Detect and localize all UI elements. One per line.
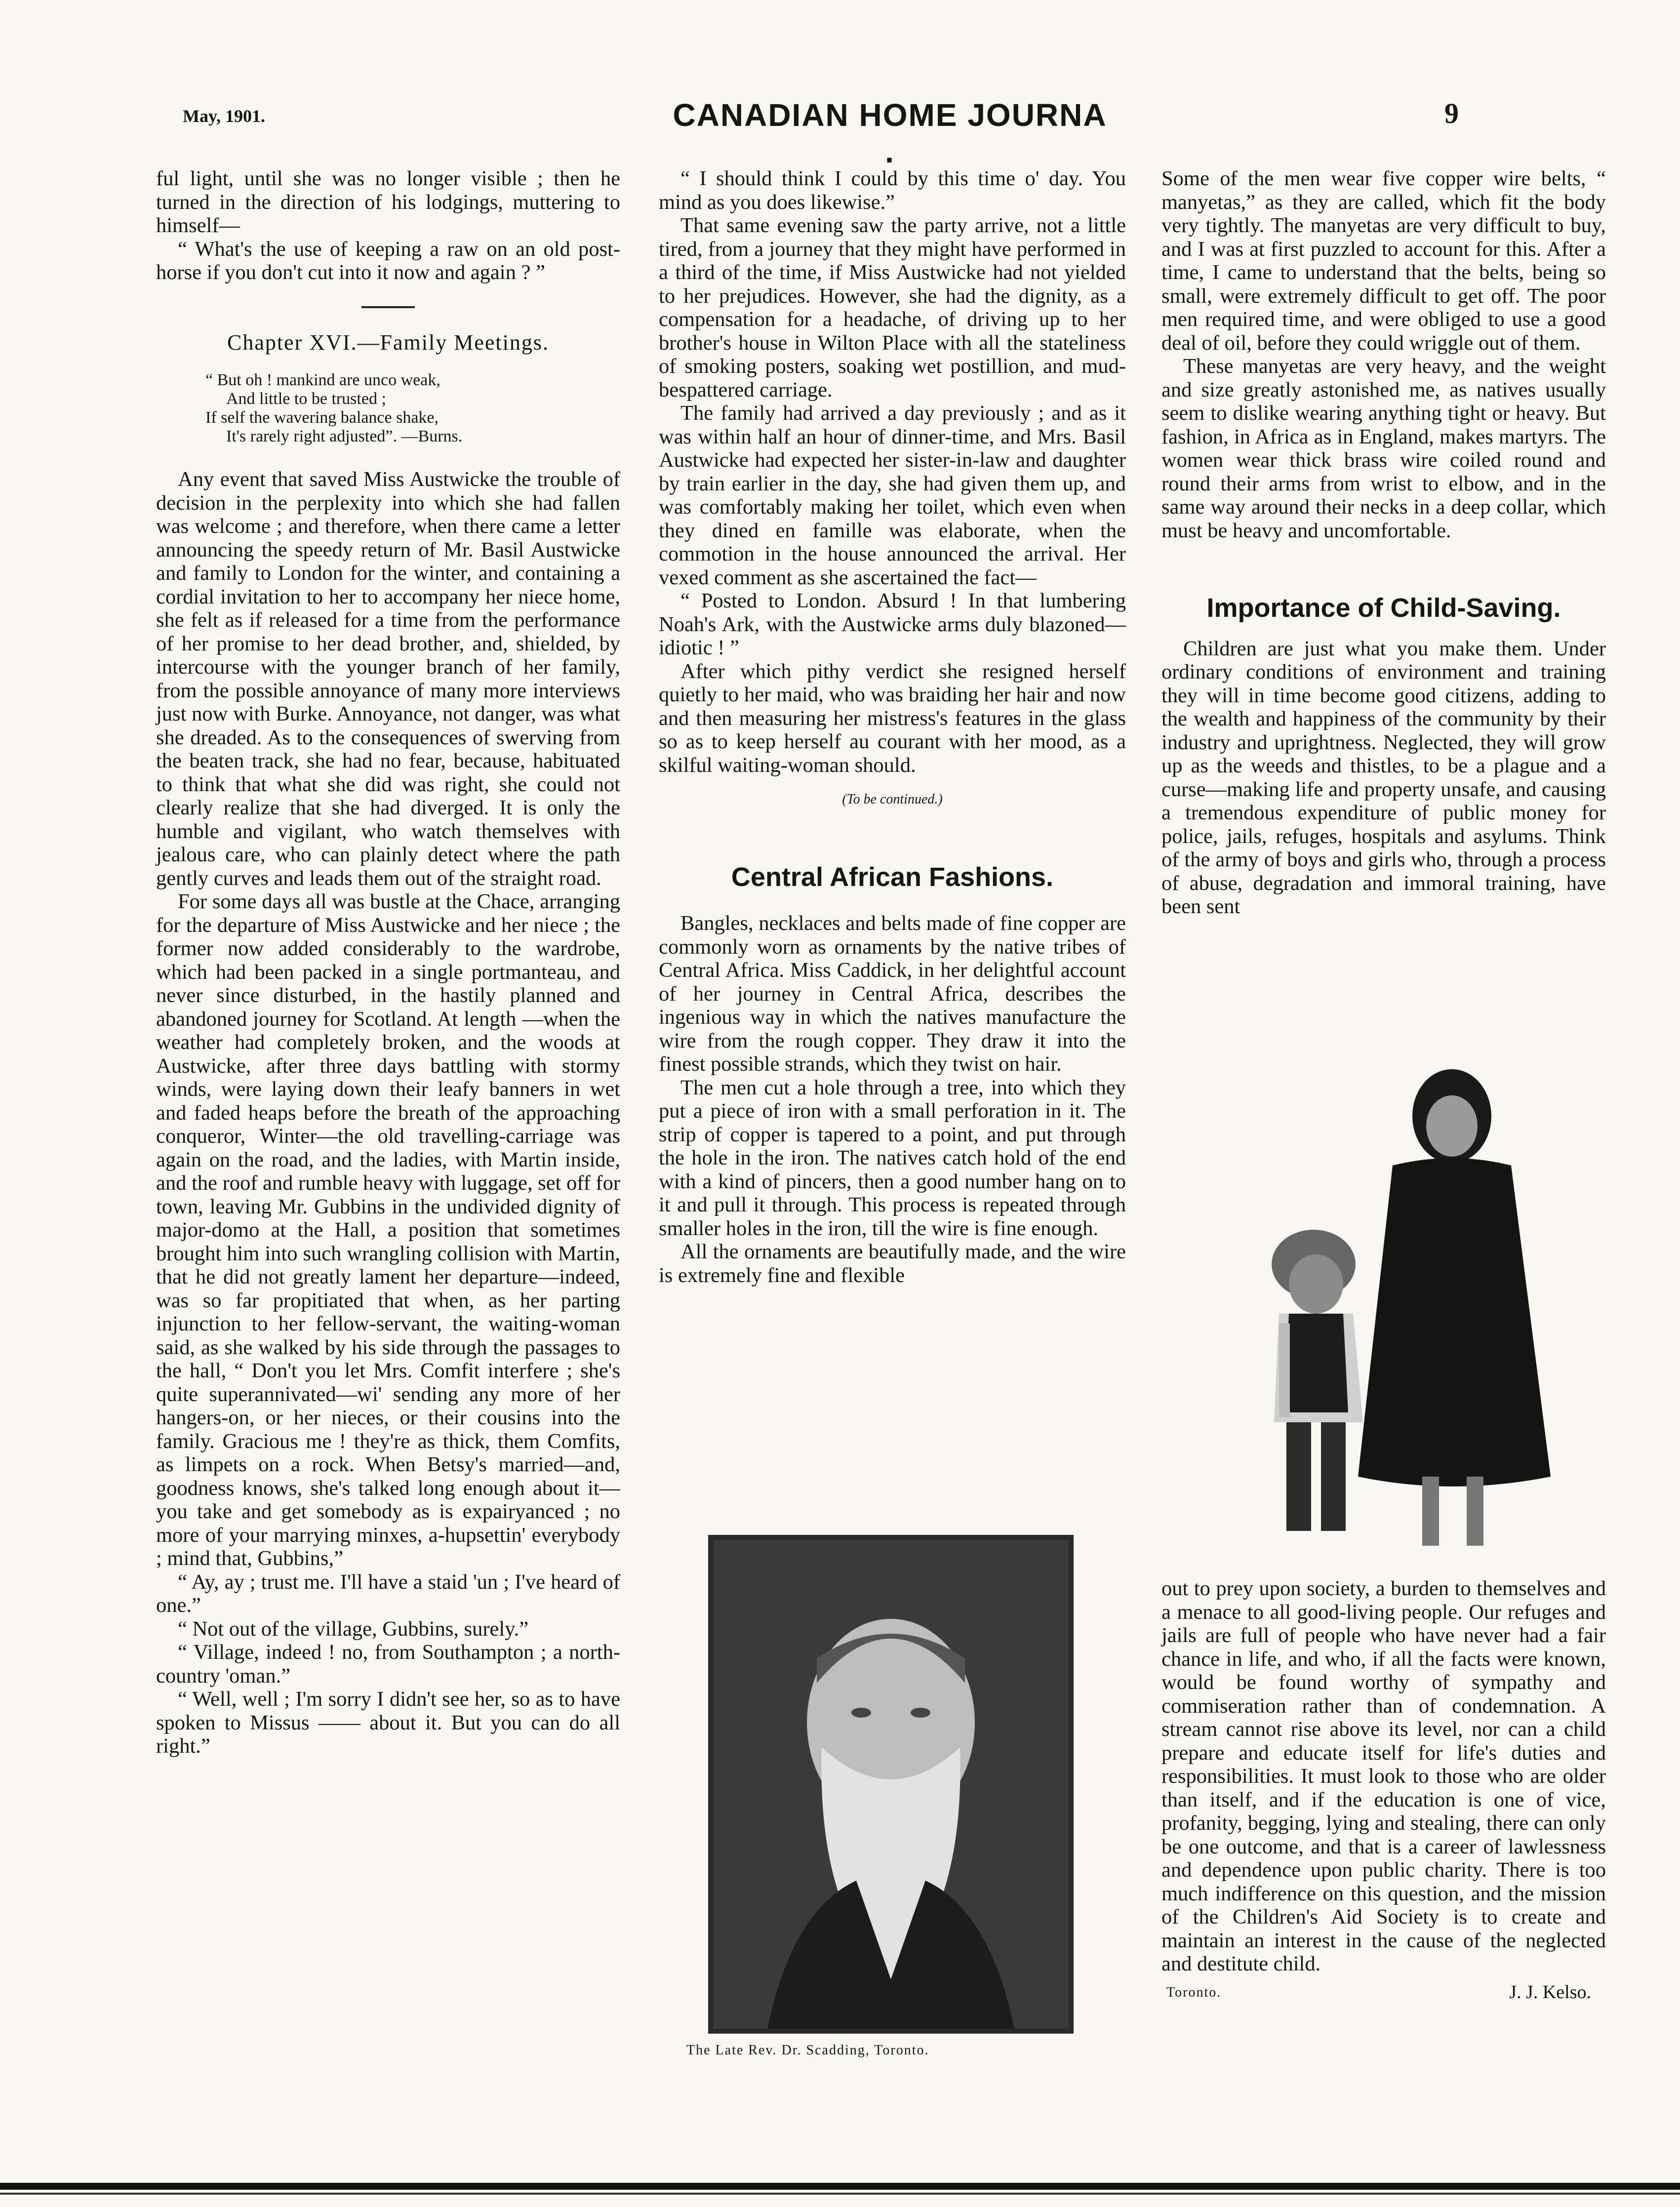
bottom-border (0, 2183, 1680, 2190)
column-middle (659, 167, 1126, 1287)
epigraph-line: If self the wavering balance shake, (205, 408, 439, 427)
paragraph: “ Ay, ay ; trust me. I'll have a staid 'un ; I've heard of one.” (156, 1570, 620, 1617)
signature-author: J. J. Kelso. (1509, 1981, 1591, 2003)
chapter-heading: Chapter XVI.—Family Meetings. (227, 330, 549, 355)
paragraph: “ Village, indeed ! no, from Southampton ; a north-country 'oman.” (156, 1641, 620, 1687)
page-number: 9 (1444, 97, 1459, 129)
paragraph: The men cut a hole through a tree, into which they put a piece of iron with a small perforation in it. The strip of copper is tapered to a point, and put through the hole in the iron. The natives catch hold of the end with a kind of pincers, then a good number hang on to it and pull it through. This process is repeated through smaller holes in the iron, till the wire is fine enough. (659, 1076, 1126, 1240)
paragraph: “ I should think I could by this time o' day. You mind as you does likewise.” (659, 167, 1126, 214)
paragraph: ful light, until she was no longer visible ; then he turned in the direction of his lodgings, muttering to himself— (156, 167, 620, 237)
paragraph: “ Posted to London. Absurd ! In that lumbering Noah's Ark, with the Austwicke arms duly blazoned—idiotic ! ” (659, 589, 1126, 659)
column-left (156, 167, 620, 1758)
epigraph-line: “ But oh ! mankind are unco weak, (205, 371, 440, 389)
paragraph: These manyetas are very heavy, and the weight and size greatly astonished me, as natives usually seem to dislike wearing anything tight or heavy. But fashion, in Africa as in England, makes martyrs. The women wear thick brass wire coiled round and round their arms from wrist to elbow, and in the same way around their necks in a deep collar, which must be heavy and uncomfortable. (1161, 355, 1606, 542)
paragraph: The family had arrived a day previously ; and as it was within half an hour of dinner-time, and Mrs. Basil Austwicke had expected her sister-in-law and daughter by train earlier in the day, she had given them up, and was comfortably making her toilet, which even when they dined en famille was elaborate, when the commotion in the house announced the arrival. Her vexed comment as she ascertained the fact— (659, 401, 1126, 589)
paragraph: Children are just what you make them. Under ordinary conditions of environment and training they will in time become good citizens, adding to the wealth and happiness of the community by their industry and uprightness. Neglected, they will grow up as the weeds and thistles, to be a plague and a curse—making life and property unsafe, and causing a tremendous expenditure of public money for police, jails, refuges, hospitals and asylums. Think of the army of boys and girls who, through a process of abuse, degradation and immoral training, have been sent (1161, 637, 1606, 918)
paragraph: That same evening saw the party arrive, not a little tired, from a journey that they might have performed in a third of the time, if Miss Austwicke had not yielded to her prejudices. However, she had the dignity, as a compensation for a headache, of driving up to her brother's house in Wilton Place with all the stateliness of smoking posters, soaking wet postillion, and mud-bespattered carriage. (659, 214, 1126, 401)
article-title: Central African Fashions. (731, 862, 1054, 892)
paragraph: “ Not out of the village, Gubbins, surely.” (178, 1617, 529, 1641)
bottom-border-thin (0, 2193, 1680, 2195)
paragraph: Bangles, necklaces and belts made of fine copper are commonly worn as ornaments by the native tribes of Central Africa. Miss Caddick, in her delightful account of her journey in Central Africa, describes the ingenious way in which the natives manufacture the wire from the rough copper. They draw it into the finest possible strands, which they twist on hair. (659, 912, 1126, 1076)
paragraph: For some days all was bustle at the Chace, arranging for the departure of Miss Austwicke and her niece ; the former now added considerably to the wardrobe, which had been packed in a single portmanteau, and never since disturbed, in the hastily planned and abandoned journey for Scotland. At length —when the weather had completely broken, and the woods at Austwicke, after three days battling with stormy winds, were laying down their leafy banners in wet and faded heaps before the breath of the approaching conqueror, Winter—the old travelling-carriage was again on the road, and the ladies, with Martin inside, and the roof and rumble heavy with luggage, set off for town, leaving Mr. Gubbins in the undivided dignity of major-domo at the Hall, a position that sometimes brought him into such wrangling collision with Martin, that he did not greatly lament her departure—indeed, was so far propitiated that when, as her parting injunction to her fellow-servant, the waiting-woman said, as she walked by his side through the passages to the hall, “ Don't you let Mrs. Comfit interfere ; she's quite superannivated—wi' sending any more of her hangers-on, or her nieces, or their cousins into the family. Gracious me ! they're as thick, them Comfits, as limpets on a rock. When Betsy's married—and, goodness knows, she's talked long enough about it—you take and get somebody as is expairyanced ; no more of your marrying minxes, a-hupsettin' everybody ; mind that, Gubbins,” (156, 890, 620, 1570)
epigraph (205, 371, 620, 446)
children-photo (1205, 1067, 1590, 1561)
paragraph: out to prey upon society, a burden to themselves and a menace to all good-living people. Our refuges and jails are full of people who have never had a fair chance in life, and who, if all the facts were known, would be found worthy of sympathy and commiseration rather than of condemnation. A stream cannot rise above its level, nor can a child prepare and educate itself for life's duties and responsibilities. It must look to those who are older than itself, and if the education is one of vice, profanity, begging, lying and stealing, there can only be one outcome, and that is a career of lawlessness and dependence upon public charity. There is too much indifference on this question, and the mission of the Children's Aid Society is to create and maintain an interest in the cause of the neglected and destitute child. (1161, 1577, 1606, 1975)
epigraph-line: It's rarely right adjusted”. —Burns. (226, 427, 463, 445)
section-divider (361, 306, 415, 308)
signature-line (1161, 1981, 1606, 2005)
epigraph-line: And little to be trusted ; (226, 390, 386, 408)
column-right (1161, 167, 1606, 919)
to-be-continued-note: (To be continued.) (842, 792, 943, 807)
paragraph: “ Well, well ; I'm sorry I didn't see her, so as to have spoken to Missus —— about it. But you can do all right.” (156, 1687, 620, 1758)
signature-place: Toronto. (1166, 1984, 1222, 2000)
paragraph: All the ornaments are beautifully made, and the wire is extremely fine and flexible (659, 1240, 1126, 1287)
journal-title: CANADIAN HOME JOURNA . (673, 97, 1107, 169)
article-title: Importance of Child-Saving. (1206, 593, 1561, 623)
portrait-photo (708, 1535, 1074, 2034)
paragraph: Some of the men wear five copper wire belts, “ manyetas,” as they are called, which fit the body very tightly. The manyetas are very difficult to buy, and I was at first puzzled to account for this. After a time, I came to understand that the belts, being so small, were extremely difficult to get off. The poor men required time, and were obliged to use a good deal of oil, before they could wriggle out of them. (1161, 167, 1606, 355)
photo-caption: The Late Rev. Dr. Scadding, Toronto. (686, 2043, 929, 2058)
paragraph: After which pithy verdict she resigned herself quietly to her maid, who was braiding her hair and now and then measuring her mistress's features in the glass so as to keep herself au courant with her mood, as a skilful waiting-woman should. (659, 659, 1126, 777)
column-right-continued (1161, 1577, 1606, 2004)
issue-date: May, 1901. (183, 106, 265, 126)
paragraph: “ What's the use of keeping a raw on an old post-horse if you don't cut into it now and again ? ” (156, 237, 620, 284)
paragraph: Any event that saved Miss Austwicke the trouble of decision in the perplexity into which she had fallen was welcome ; and therefore, when there came a letter announcing the speedy return of Mr. Basil Austwicke and family to London for the winter, and containing a cordial invitation to her to accompany her niece home, she felt as if released for a time from the performance of her promise to her dead brother, and, shielded, by intercourse with the younger branch of her family, from the possible annoyance of many more interviews just now with Burke. Annoyance, not danger, was what she dreaded. As to the consequences of swerving from the beaten track, she had no fear, because, habituated to think that what she did was right, she could not clearly realize that she had diverged. It is only the humble and vigilant, who watch themselves with jealous care, who can plainly detect where the path gently curves and leads them out of the straight road. (156, 468, 620, 890)
